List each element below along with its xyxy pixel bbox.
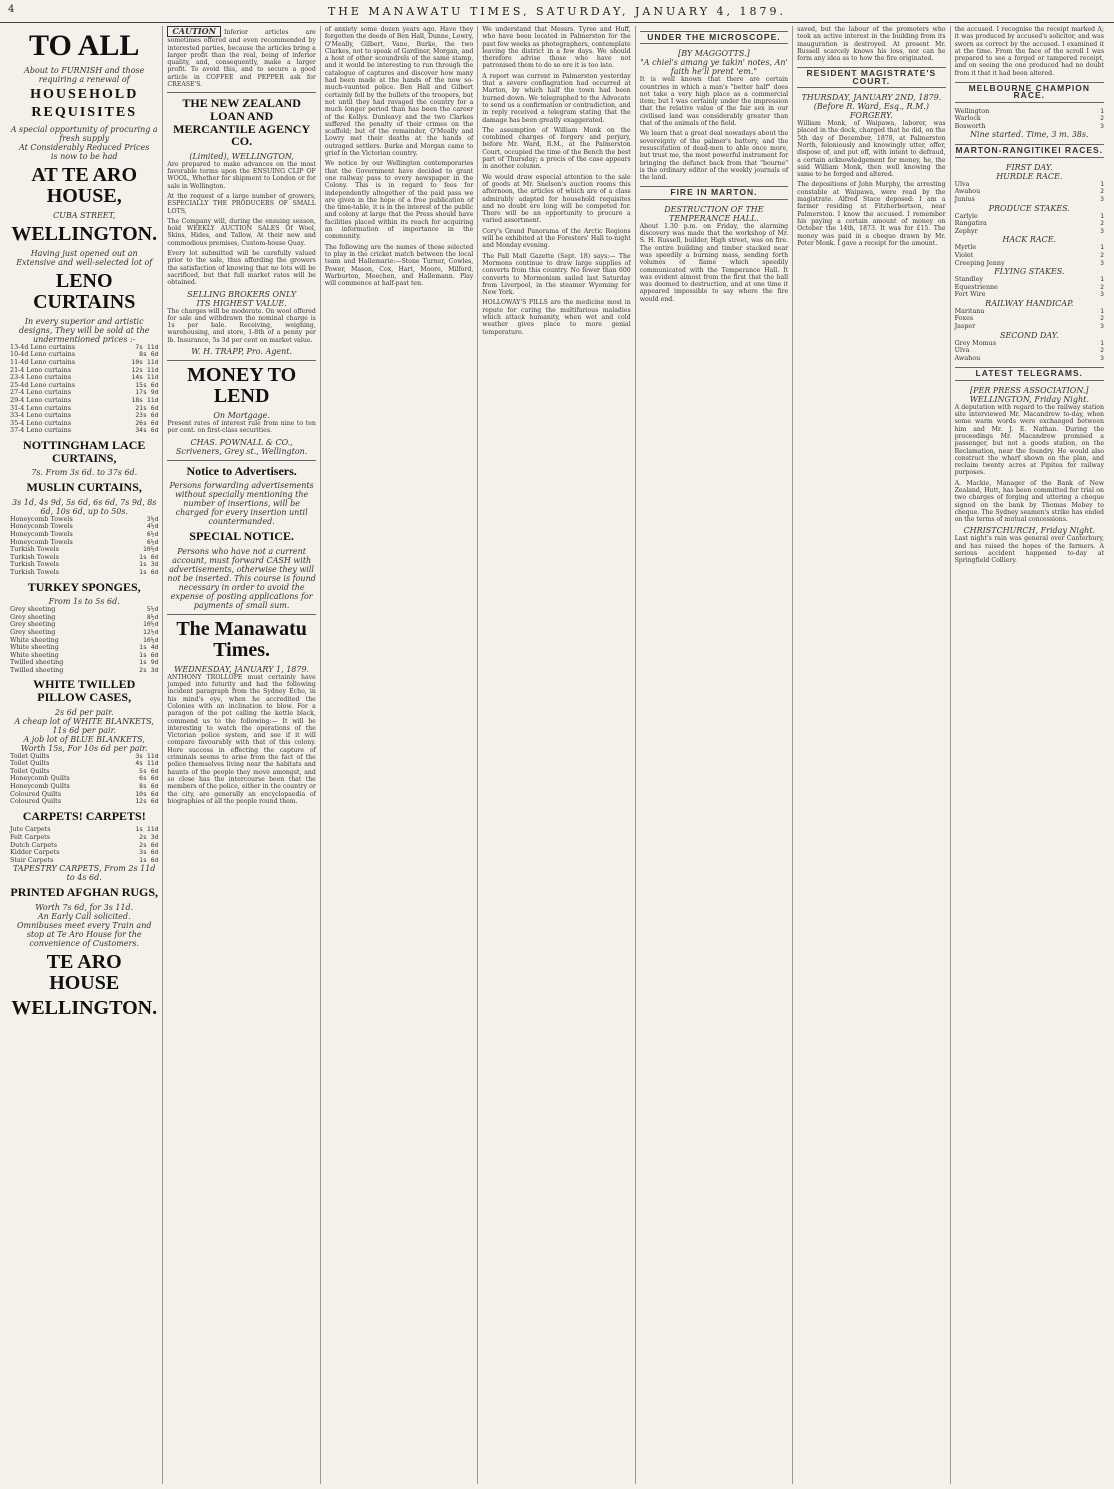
result-row xyxy=(955,260,1104,268)
curtain-row-value: 15s 6d xyxy=(135,380,159,389)
curtain-row-label: 35-4 Leno curtains xyxy=(10,418,71,427)
col6-body: saved, but the labour of the promoters who took an active interest in the building from its inauguration is destroyed. At present Mr. Russell scarcely knows his loss, nor can he form any idea as to how the fire originated. xyxy=(797,26,946,63)
hurdle-results xyxy=(955,181,1104,204)
to-all-heading: TO ALL xyxy=(29,29,140,62)
money-sub: On Mortgage. xyxy=(213,410,270,420)
result-row xyxy=(955,323,1104,331)
towel-row-label: Honeycomb Towels xyxy=(10,514,73,523)
col4-body4: We would draw especial attention to the sale of goods at Mr. Snelson's auction rooms this afternoon, the articles of which are of a class admirably adapted for household requisites and no doubt ere long will be competed for. There will be an opportunity to procure a varied assortment. xyxy=(482,173,631,225)
column-7 xyxy=(951,26,1108,1484)
afghan-price: Worth 7s 6d, for 3s 11d. xyxy=(35,902,134,912)
result-row-label: Standley xyxy=(954,275,983,284)
quilt-price-list xyxy=(10,753,158,806)
result-row-label: Foxes xyxy=(954,314,974,323)
sheeting-row-label: Twilled sheeting xyxy=(10,658,64,667)
result-row-value: 1 xyxy=(1100,179,1104,188)
newspaper-columns xyxy=(6,26,1108,1484)
sheeting-row-value: 1s 6d xyxy=(139,650,159,659)
opened-text: Having just opened out an Extensive and well-selected lot of xyxy=(16,248,153,267)
sheeting-row xyxy=(10,667,158,675)
leno-sub: In every superior and artistic designs, They will be sold at the undermentioned prices :- xyxy=(18,316,150,344)
microscope-by: [BY MAGGOTTS.] xyxy=(678,49,750,59)
result-row-value: 3 xyxy=(1100,121,1104,130)
result-row-value: 2 xyxy=(1100,114,1104,123)
highest-value: ITS HIGHEST VALUE. xyxy=(196,298,287,308)
result-row-value: 2 xyxy=(1100,282,1104,291)
early-call: An Early Call solicited. xyxy=(37,911,131,921)
result-row-value: 2 xyxy=(1100,219,1104,228)
towel-row-label: Turkish Towels xyxy=(10,567,59,576)
quilt-row-label: Toilet Quilts xyxy=(10,751,50,760)
carpet-row-value: 3s 6d xyxy=(139,848,159,857)
rm-body2: The depositions of John Murphy, the arresting constable at Waipawa, were read by the magistrate. Alfred Stace deposed: I am a farmer residing at Fitzherbertson, near Palmerston. I know the accused. I remember his paying a certain amount of money on October the 14th, 1873. It was for £15. The money was paid in a cheque drawn by Mr. Peter Monk. I gave a receipt for the amount. xyxy=(797,181,946,247)
col3-body2: We notice by our Wellington contemporaries that the Government have decided to grant one railway pass to every newspaper in the Colony. This is in regard to fees for independently altogether of the paid pass we are given in the hope of a free publication of the time-table, it is in the interest of the public and colony at large that the Press should have facilities placed within its reach for acquiring an information of importance in the community. xyxy=(324,160,474,241)
quilt-row-label: Toilet Quilts xyxy=(10,766,50,775)
result-row xyxy=(955,291,1104,299)
result-row-value: 1 xyxy=(1100,211,1104,220)
nzl-body: Are prepared to make advances on the most favorable terms upon the ENSUING CLIP OF WOOL, Whether for shipment to London or for sale in Wellington. xyxy=(167,160,316,190)
result-row-label: Equestrienne xyxy=(954,282,998,291)
muslin-price: 3s 1d, 4s 9d, 5s 6d, 6s 6d, 7s 9d, 8s 6d, 10s 6d, up to 50s. xyxy=(12,497,157,516)
curtain-row-label: 29-4 Leno curtains xyxy=(10,396,71,405)
rm-heading: RESIDENT MAGISTRATE'S COURT. xyxy=(797,67,945,88)
towel-row-value: 4½d xyxy=(146,522,159,531)
result-row xyxy=(955,123,1104,131)
col4-body6: The Pall Mall Gazette (Sept. 18) says:— The Mormons continue to draw large supplies of converts from this country. No fewer than 600 converts to Mormonism sailed last Saturday from Liverpool, in the steamer Wyoming for New York. xyxy=(482,252,631,297)
curtain-row-label: 37-4 Leno curtains xyxy=(10,426,71,435)
result-row-value: 3 xyxy=(1100,226,1104,235)
quilt-row-value: 10s 6d xyxy=(135,789,159,798)
result-row-label: Awahou xyxy=(954,353,981,362)
nzl-weekly: The Company will, during the ensuing season, hold WEEKLY AUCTION SALES Of Wool, Skins, Hides, and Tallow, At their new and commodious premises, Custom-house Quay. xyxy=(167,217,316,247)
sheeting-row-label: White sheeting xyxy=(10,643,59,652)
masthead xyxy=(0,0,1114,23)
column-4 xyxy=(478,26,635,1484)
column-1 xyxy=(6,26,163,1484)
nzl-charges: The charges will be moderate. On wool offered for sale and withdrawn the nominal charge is 1s per bale. Receiving, weighing, warehousing, and store, 1-8th of a penny per lb. Insurance, 5s 3d per cent on market value. xyxy=(167,307,316,344)
towel-row-value: 1s 3d xyxy=(139,560,159,569)
wellington-heading: WELLINGTON. xyxy=(11,222,158,245)
carpet-row-label: Felt Carpets xyxy=(10,833,50,841)
footer-te-aro: TE ARO HOUSE xyxy=(46,950,122,994)
sheeting-row-value: 10½d xyxy=(143,635,159,644)
sheeting-row-label: Grey sheeting xyxy=(10,605,56,614)
turkey-heading: TURKEY SPONGES, xyxy=(27,579,141,594)
sheeting-row-label: White sheeting xyxy=(10,650,59,659)
telegrams-sub: [PER PRESS ASSOCIATION.] xyxy=(970,385,1089,395)
result-row-label: Myrtle xyxy=(954,243,977,252)
result-row xyxy=(955,355,1104,363)
caution-label: CAUTION xyxy=(167,26,221,37)
nzl-lots: Every lot submitted will be carefully valued prior to the sale, thus affording the growers the satisfaction of knowing that no lots will be sacrificed, but that full market rates will be obtained. xyxy=(167,250,316,287)
special-text: A special opportunity of procuring a fresh supply xyxy=(10,124,158,143)
column-5 xyxy=(636,26,793,1484)
sheeting-row-value: 8½d xyxy=(146,612,159,621)
towel-row-label: Honeycomb Towels xyxy=(10,529,73,538)
result-row-value: 3 xyxy=(1100,353,1104,362)
result-row-label: Grey Momus xyxy=(954,338,996,347)
curtain-row-label: 23-4 Leno curtains xyxy=(10,373,71,382)
result-row xyxy=(955,315,1104,323)
tapestry-text: TAPESTRY CARPETS, From 2s 11d to 4s 6d. xyxy=(12,864,156,883)
curtain-row-label: 27-4 Leno curtains xyxy=(10,388,71,397)
curtain-row-label: 21-4 Leno curtains xyxy=(10,365,71,374)
sheeting-row-value: 10½d xyxy=(143,620,159,629)
page-mark: 4 xyxy=(8,4,18,15)
carpet-row-value: 1s 6d xyxy=(139,855,159,864)
column-2 xyxy=(163,26,320,1484)
caution-text: Inferior articles are sometimes offered and even recommended by interested parties, because the articles bring a larger profit than the real, being of inferior quality, and, consequently, make a larger profit. To avoid this, and to secure a good article in COFFEE and PEPPER ask for CREASE'S. xyxy=(167,29,316,89)
towel-row-label: Honeycomb Towels xyxy=(10,522,73,531)
curtain-row-value: 21s 6d xyxy=(135,403,159,412)
fire-sub: DESTRUCTION OF THE TEMPERANCE HALL. xyxy=(664,204,764,223)
col5-body2: We learn that a great deal nowadays about the sovereignty of the palmer's battery, and the resuscitation of dead-men to able once more, but trust me, the most powerful instrument for bringing the defunct back from that "bourne" is the ordinary editor of the weekly journals of the land. xyxy=(639,130,789,182)
towel-row-value: 1s 6d xyxy=(139,567,159,576)
quilt-row-label: Coloured Quilts xyxy=(10,789,61,798)
pillow-heading: WHITE TWILLED PILLOW CASES, xyxy=(33,677,136,705)
second-day-results xyxy=(955,340,1104,363)
result-row-value: 1 xyxy=(1100,275,1104,284)
omnibus-text: Omnibuses meet every Train and stop at Te Aro House for the convenience of Customers. xyxy=(16,920,152,948)
quilt-row-label: Coloured Quilts xyxy=(10,797,61,806)
sheeting-row-label: White sheeting xyxy=(10,635,59,644)
result-row-label: Carlyle xyxy=(954,211,978,220)
towel-row-value: 6½d xyxy=(146,537,159,546)
curtain-row-value: 10s 11d xyxy=(131,358,159,367)
pownall: CHAS. POWNALL & CO., Scriveners, Grey st., Wellington. xyxy=(175,437,308,456)
curtain-row-value: 17s 9d xyxy=(135,388,159,397)
marton-heading: MARTON-RANGITIKEI RACES. xyxy=(955,144,1104,157)
microscope-quote: "A chiel's amang ye takin' notes, An' faith he'll prent 'em." xyxy=(640,58,788,77)
result-row-label: Rangatira xyxy=(954,219,987,228)
carpet-row-value: 2s 6d xyxy=(139,840,159,849)
te-aro-heading: AT TE ARO HOUSE, xyxy=(31,163,138,207)
sheeting-row-label: Grey sheeting xyxy=(10,612,56,621)
result-row-value: 1 xyxy=(1100,243,1104,252)
result-row xyxy=(955,308,1104,316)
money-heading: MONEY TO LEND xyxy=(187,363,297,407)
afghan-heading: PRINTED AFGHAN RUGS, xyxy=(10,885,159,900)
towel-row-label: Turkish Towels xyxy=(10,552,59,561)
special-body: Persons who have not a current account, must forward CASH with advertisements, otherwise they will not be inserted. This course is found necessary in order to avoid the expense of posting applications for payments of small sum. xyxy=(167,546,316,610)
divider xyxy=(167,360,315,361)
telegram-body2: A. Mackie, Manager of the Bank of New Zealand, Hutt, has been committed for trial on two charges of forging and uttering a cheque signed on the bank by Thomas Mobey to cheque. The Sydney seamen's strike has ended on the terms of mutual concessions. xyxy=(954,479,1104,524)
sheeting-row-value: 12½d xyxy=(143,627,159,636)
carpet-row xyxy=(10,857,158,865)
second-day: SECOND DAY. xyxy=(999,330,1059,340)
flying-results xyxy=(955,276,1104,299)
quilt-row-value: 3s 11d xyxy=(135,751,159,760)
household-heading: HOUSEHOLD xyxy=(30,86,139,102)
result-row xyxy=(955,188,1104,196)
blankets-text: A cheap lot of WHITE BLANKETS, 11s 6d per pair. xyxy=(14,716,154,735)
sheeting-row-label: Grey sheeting xyxy=(10,627,56,636)
col4-body: We understand that Messrs. Tyree and Huff, who have been located in Palmerston for the past few weeks as photographers, contemplate leaving the district in a few days. We should therefore advise those who have not patronised them to do so ere it is too late. xyxy=(482,26,631,70)
sheeting-row-value: 5½d xyxy=(146,605,159,614)
result-row-label: Warlock xyxy=(954,114,981,123)
footer-wellington: WELLINGTON. xyxy=(11,996,158,1019)
result-row-value: 3 xyxy=(1100,194,1104,203)
nottingham-price: 7s. From 3s 6d. to 37s 6d. xyxy=(31,468,138,478)
railway-handicap: RAILWAY HANDICAP. xyxy=(985,298,1074,308)
carpet-row-label: Jute Carpets xyxy=(10,825,51,834)
paper-title: The Manawatu Times. xyxy=(176,617,307,661)
telegram-place: WELLINGTON, Friday Night. xyxy=(969,394,1089,404)
carpet-row-label: Dutch Carpets xyxy=(10,840,58,849)
result-row xyxy=(955,244,1104,252)
fire-heading: FIRE IN MARTON. xyxy=(640,186,788,199)
quilt-row-value: 4s 11d xyxy=(135,759,159,768)
curtain-row-value: 8s 6d xyxy=(139,350,159,359)
quilt-row-value: 5s 6d xyxy=(139,766,159,775)
produce-stakes: PRODUCE STAKES. xyxy=(988,203,1070,213)
col4-body3: The assumption of William Monk on the combined charges of forgery and perjury, before Mr. Ward, R.M., at the Palmerston Court, occupied the time of the Bench the best part of Thursday; a precis of the case appears in another column. xyxy=(482,126,631,171)
quilt-row-value: 8s 6d xyxy=(139,782,159,791)
notice-body: Persons forwarding advertisements without specially mentioning the number of insertions, will be charged for every insertion until countermanded. xyxy=(169,481,314,527)
muslin-heading: MUSLIN CURTAINS, xyxy=(26,480,142,495)
now-had-text: is now to be had xyxy=(50,151,118,161)
microscope-heading: UNDER THE MICROSCOPE. xyxy=(640,31,788,44)
article-body: ANTHONY TROLLOPE must certainly have jumped into futurity and had the following incident paragraph from the Sydney Echo, in his mind's eye, when he accredited the Colonies with an inclination to blow. For a paragon of the pot calling the kettle black, commend us to the following:— It will be interesting to watch the operations of the Victorian police system, and see if it will compare favourably with that of this colony. Here success in effecting the capture of criminals seems to arise from the fact of the police themselves living near the habitats and haunts of the people they move amongst, and so close has the intercourse been that the members of the police, either in the country or the city, are generally an encyclopaedia of biographies of all the people round them. xyxy=(167,673,316,805)
result-row-label: Fort Wire xyxy=(954,290,986,299)
hurdle-race: HURDLE RACE. xyxy=(996,171,1063,181)
paper-date: WEDNESDAY, JANUARY 1, 1879. xyxy=(174,664,310,674)
signature: W. H. TRAPP, Pro. Agent. xyxy=(191,346,293,356)
telegram-body3: Last night's rain was general over Canterbury, and has raised the hopes of the farmers. A serious accident happened to-day at Springfield Colliery. xyxy=(954,535,1104,565)
result-row-label: Junius xyxy=(954,194,975,203)
hack-race: HACK RACE. xyxy=(1002,235,1057,245)
sheeting-row-value: 1s 9d xyxy=(139,658,159,667)
result-row xyxy=(955,340,1104,348)
result-row xyxy=(955,228,1104,236)
quilt-row-label: Honeycomb Quilts xyxy=(10,782,70,791)
towel-row-value: 1s 6d xyxy=(139,552,159,561)
result-row-label: Creeping Jenny xyxy=(954,258,1005,267)
cuba-street: CUBA STREET, xyxy=(53,210,116,220)
turkey-price: From 1s to 5s 6d. xyxy=(48,597,120,607)
curtain-row-value: 34s 6d xyxy=(135,426,159,435)
railway-results xyxy=(955,308,1104,331)
rm-body: William Monk, of Waipawa, laborer, was placed in the dock, charged that he did, on the 5th day of December, 1878, at Palmerston North, feloniously and knowingly utter, offer, dispose of, and put off, with intent to defraud, a certain acknowledgement for money, he, the said William Monk, then well knowing the same to be forged and altered. xyxy=(797,120,946,179)
curtain-price-list xyxy=(10,344,158,435)
result-row-label: Bosworth xyxy=(954,121,986,130)
notice-heading: Notice to Advertisers. xyxy=(186,463,297,478)
col3-body3: The following are the names of those selected to play in the cricket match between the local team and Hallemarie:—Stone Turner, Cowles, Power, Mason, Cox, Hart, Moore, Milford, Warburton, Meechen, and Hallemann. Play will commence at half-past ten. xyxy=(324,243,474,288)
result-row-value: 3 xyxy=(1100,322,1104,331)
result-row-label: Jasper xyxy=(954,322,976,331)
intro-text: About to FURNISH and those requiring a renewal of xyxy=(24,65,145,84)
result-row-label: Ulva xyxy=(954,179,970,188)
quilt-row-label: Honeycomb Quilts xyxy=(10,774,70,783)
towel-row xyxy=(10,569,158,577)
result-row xyxy=(955,196,1104,204)
rm-date: THURSDAY, JANUARY 2ND, 1879. xyxy=(801,93,942,103)
curtain-row-label: 31-4 Leno curtains xyxy=(10,403,71,412)
telegram-place2: CHRISTCHURCH, Friday Night. xyxy=(963,526,1096,536)
produce-results xyxy=(955,213,1104,236)
result-row-label: Awahou xyxy=(954,187,981,196)
col3-body: of anxiety some dozen years ago. Have they forgotten the deeds of Ben Hall, Dunne, Lowry, O'Meally, Gilbert, Vane, Burke, the two Clarkes, not to speak of Gardiner, Morgan, and a host of other scoundrels of the same stamp, and it would be interesting to run through the catalogue of captures and discover how many had been made at the hands of the now so-much-vaunted police. Ben Hall and Gilbert certainly fell by the bullets of the troopers, but not until they had ravaged the country for a much longer period than has been the career of the Kellys. Dunleavy and the two Clarkes suffered the penalty of their crimes on the scaffold; but of the remainder, O'Meally and Lowry met their deaths at the hands of outraged settlers. Burke and Morgan came to grief in the Victorian country. xyxy=(324,26,474,158)
curtain-row xyxy=(10,427,158,435)
result-row-value: 2 xyxy=(1100,346,1104,355)
towel-row-value: 6½d xyxy=(146,529,159,538)
carpet-row-value: 1s 11d xyxy=(135,825,159,834)
carpet-price-list xyxy=(10,826,158,864)
sheeting-price-list xyxy=(10,606,158,674)
champion-time: Nine started. Time, 3 m. 38s. xyxy=(970,130,1089,140)
divider xyxy=(167,460,315,461)
curtain-row-value: 23s 6d xyxy=(135,411,159,420)
sheeting-row-label: Grey sheeting xyxy=(10,620,56,629)
carpet-row-label: Stair Carpets xyxy=(10,855,54,864)
nzl-title: THE NEW ZEALAND LOAN AND MERCANTILE AGENCY CO. xyxy=(173,96,311,149)
result-row-value: 1 xyxy=(1100,338,1104,347)
curtain-row-label: 33-4 Leno curtains xyxy=(10,411,71,420)
col4-body5: Cory's Grand Panorama of the Arctic Regions will be exhibited at the Foresters' Hall to-night and Monday evening. xyxy=(482,227,631,250)
quilt-row-label: Toilet Quilts xyxy=(10,759,50,768)
curtain-row-label: 11-4d Leno curtains xyxy=(10,358,76,367)
telegram-body: A deputation with regard to the railway station site interviewed Mr. Macandrew to-day, when some warm words were exchanged between him and Mr. J. E. Nathan. During the proceedings Mr. Macandrew promised a passenger, but not a goods station, on the Reclamation, near the foundry. He would also construct the wharf shown on the plan, and reclaim twenty acres at Pipitea for railway purposes. xyxy=(954,403,1104,477)
masthead-title: THE MANAWATU TIMES, SATURDAY, JANUARY 4, 1879. xyxy=(327,4,787,18)
col4-body2: A report was current in Palmerston yesterday that a severe conflagration had occurred at Marton, by which half the town had been burned down. We telegraphed to the Advocate to send us a confirmation or contradiction, and in reply received a telegram stating that the damage has been greatly exaggerated. xyxy=(482,72,631,124)
quilt-row-value: 12s 6d xyxy=(135,797,159,806)
carpets-heading: CARPETS! CARPETS! xyxy=(22,808,146,823)
carpet-row-label: Kidder Carpets xyxy=(10,848,60,857)
nzl-sub: (Limited), WELLINGTON, xyxy=(189,151,294,161)
curtain-row-value: 12s 11d xyxy=(131,365,159,374)
result-row-value: 2 xyxy=(1100,187,1104,196)
towel-price-list xyxy=(10,516,158,577)
quilt-row-value: 6s 6d xyxy=(139,774,159,783)
sheeting-row-label: Twilled sheeting xyxy=(10,665,64,674)
curtain-row-label: 10-4d Leno curtains xyxy=(10,350,76,359)
curtain-row-value: 26s 6d xyxy=(135,418,159,427)
requisites-heading: REQUISITES xyxy=(31,105,137,121)
divider xyxy=(167,614,315,615)
flying-stakes: FLYING STAKES. xyxy=(994,267,1065,277)
towel-row-label: Turkish Towels xyxy=(10,545,59,554)
towel-row-value: 10½d xyxy=(143,545,159,554)
champion-heading: MELBOURNE CHAMPION RACE. xyxy=(955,82,1104,103)
result-row-value: 1 xyxy=(1100,106,1104,115)
col7-body: the accused. I recognise the receipt marked A; it was produced by accused's solicitor, and was sworn as correct by the accused. I examined it at the time. From the face of the scroll I was prepared to see a forged or tampered receipt, and on seeing the one produced had no doubt from it that it had been altered. xyxy=(954,26,1104,77)
nottingham-heading: NOTTINGHAM LACE CURTAINS, xyxy=(23,438,146,465)
column-6 xyxy=(793,26,950,1484)
blue-blankets-text: A job lot of BLUE BLANKETS, Worth 15s, For 10s 6d per pair. xyxy=(20,734,148,753)
result-row-label: Violet xyxy=(954,250,974,259)
first-day: FIRST DAY. xyxy=(1005,162,1053,172)
curtain-row-value: 18s 11d xyxy=(131,396,159,405)
result-row-value: 2 xyxy=(1100,314,1104,323)
col5-body: It is well known that there are certain countries in which a man's "better half" does not take a very high place as a commercial item; but I was certainly under the impression that the relative value of the fair sex in our civilised land was considerably greater than that of the animals of the field. xyxy=(639,76,789,128)
carpet-row-value: 2s 3d xyxy=(139,833,159,841)
column-3 xyxy=(321,26,478,1484)
fire-body: About 1.30 p.m. on Friday, the alarming discovery was made that the workshop of Mr. S. H. Russell, builder, High street, was on fire. The entire building and timber stacked near was speedily a burning mass, sending forth volumes of flame which speedily communicated with the Temperance Hall. It was evident almost from the first that the hall was doomed to destruction, and at one time it appeared impossible to say where the fire would end. xyxy=(639,222,789,303)
result-row-value: 2 xyxy=(1100,250,1104,259)
curtain-row-value: 7s 11d xyxy=(135,342,159,351)
result-row-label: Ulva xyxy=(954,346,970,355)
divider xyxy=(167,92,315,93)
sheeting-row-value: 1s 4d xyxy=(139,643,159,652)
curtain-row-label: 25-4d Leno curtains xyxy=(10,380,76,389)
towel-row-label: Honeycomb Towels xyxy=(10,537,73,546)
telegrams-heading: LATEST TELEGRAMS. xyxy=(955,367,1104,380)
result-row-value: 1 xyxy=(1100,306,1104,315)
result-row-value: 3 xyxy=(1100,290,1104,299)
nzl-request: At the request of a large number of growers, ESPECIALLY THE PRODUCERS OF SMALL LOTS, xyxy=(167,192,316,215)
selling-brokers: SELLING BROKERS ONLY xyxy=(187,289,297,299)
result-row-value: 3 xyxy=(1100,258,1104,267)
hack-results xyxy=(955,244,1104,267)
quilt-row xyxy=(10,798,158,806)
sheeting-row-value: 2s 3d xyxy=(139,665,159,674)
result-row-label: Wellington xyxy=(954,106,990,115)
result-row-label: Zephyr xyxy=(954,226,978,235)
towel-row-label: Turkish Towels xyxy=(10,560,59,569)
curtain-row-label: 13-4d Leno curtains xyxy=(10,342,76,351)
towel-row-value: 3½d xyxy=(146,514,159,523)
curtain-row-value: 14s 11d xyxy=(131,373,159,382)
rm-before: (Before R. Ward, Esq., R.M.) xyxy=(813,102,929,112)
leno-heading: LENO CURTAINS xyxy=(33,269,136,313)
money-body: Present rates of interest rule from nine to ten per cent. on first-class securities. xyxy=(167,419,316,435)
pillow-price: 2s 6d per pair. xyxy=(54,707,114,717)
col4-body7: HOLLOWAY'S PILLS are the medicine most in repute for curing the multifarious maladies which attack humanity, when wet and cold weather gives place to more genial temperature. xyxy=(482,299,631,336)
result-row-label: Maritana xyxy=(954,306,985,315)
reduced-text: At Considerably Reduced Prices xyxy=(19,142,150,152)
rm-sub: FORGERY. xyxy=(849,111,893,121)
champion-results xyxy=(955,108,1104,131)
special-heading: SPECIAL NOTICE. xyxy=(189,529,294,544)
